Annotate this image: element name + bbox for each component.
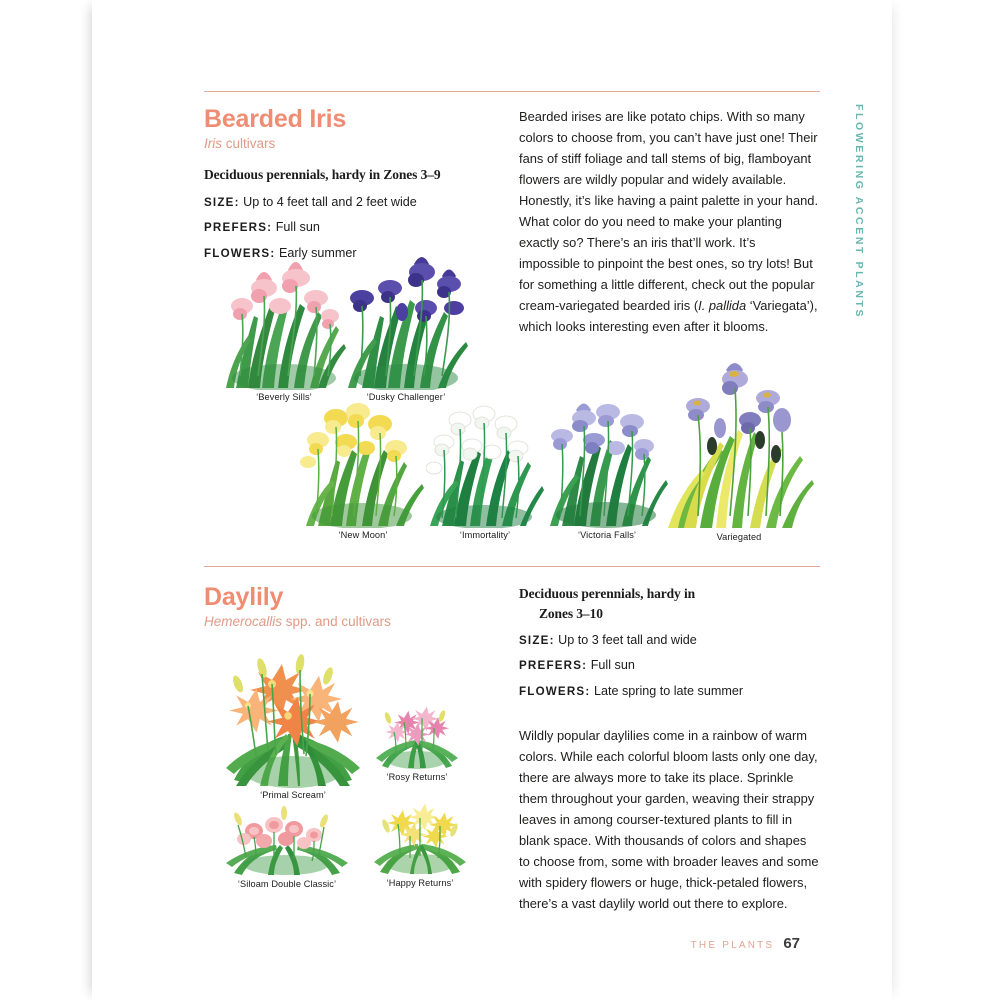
- daylily-latin-name: [204, 614, 499, 630]
- running-head-tab: [846, 104, 872, 344]
- section-divider-rule: [204, 566, 820, 567]
- daylily-illustration: [224, 805, 350, 877]
- iris-spec-prefers: [204, 219, 499, 235]
- daylily-body-text: Wildly popular daylilies come in a rainbow of warm colors. While each colorful bloom lasts only one day, there are always more to take its place. Sprinkle them throughout your garden, weaving their strappy leaves in among courser-textured plants to fill in blank space. With thousands of colors and shapes to choose from, some with broader leaves and some with spidery flowers or huge, thick-petaled flowers, there’s a vast daylily world out there to explore.: [519, 728, 819, 912]
- daylily-latin-genus: Hemerocallis: [204, 614, 283, 630]
- daylily-spec-prefers: [519, 657, 819, 673]
- iris-hardiness: Deciduous perennials, hardy in Zones 3–9: [204, 167, 441, 183]
- daylily-spec-size-value: Up to 3 feet tall and wide: [558, 633, 697, 648]
- daylily-spec-prefers-key: PREFERS:: [519, 659, 588, 673]
- iris-illustration: [664, 358, 814, 530]
- page-title: Bearded Iris: [204, 105, 347, 133]
- page-content: [204, 0, 820, 1000]
- iris-spec-flowers-key: FLOWERS:: [204, 246, 276, 260]
- daylily-hardiness-line1: Deciduous perennials, hardy in: [519, 586, 696, 601]
- iris-latin-genus: Iris: [204, 136, 222, 152]
- daylily-spec-flowers-value: Late spring to late summer: [593, 683, 744, 698]
- daylily-spec-flowers-key: FLOWERS:: [519, 684, 591, 698]
- daylily-hardiness-line2: Zones 3–10: [539, 605, 603, 621]
- figure-primal-scream: [222, 650, 364, 802]
- figure-caption: ‘Primal Scream’: [260, 790, 326, 800]
- iris-illustration: [300, 396, 426, 528]
- daylily-illustration: [222, 650, 364, 788]
- figure-victoria-falls: [546, 392, 668, 542]
- figure-rosy-returns: [374, 700, 460, 784]
- daylily-spec-size-key: SIZE:: [519, 634, 555, 648]
- page-number: 67: [783, 935, 800, 952]
- daylily-illustration: [374, 700, 460, 770]
- figure-caption: ‘Happy Returns’: [386, 878, 454, 888]
- figure-happy-returns: [372, 800, 468, 890]
- figure-caption: ‘Rosy Returns’: [386, 772, 448, 782]
- figure-new-moon: [300, 396, 426, 542]
- iris-illustration: [342, 250, 470, 390]
- figure-caption: ‘Victoria Falls’: [577, 530, 637, 540]
- daylily-spec-flowers: [519, 683, 819, 699]
- figure-caption: ‘Dusky Challenger’: [366, 392, 446, 402]
- iris-spec-size: [204, 194, 499, 210]
- iris-spec-prefers-key: PREFERS:: [204, 221, 273, 235]
- book-page: [92, 0, 892, 1000]
- figure-caption: Variegated: [716, 532, 762, 542]
- figure-caption: ‘Beverly Sills’: [256, 392, 312, 402]
- figure-caption: ‘Immortality’: [459, 530, 511, 540]
- iris-body-part-2: ‘Variegata’), which looks interesting even after it blooms.: [519, 298, 818, 335]
- iris-spec-flowers-value: Early summer: [278, 245, 357, 260]
- figure-caption: ‘Siloam Double Classic’: [237, 879, 337, 889]
- iris-spec-prefers-value: Full sun: [275, 220, 320, 235]
- figure-beverly-sills: [218, 250, 350, 404]
- iris-body-column: [519, 106, 819, 337]
- figure-immortality: [426, 400, 544, 542]
- iris-illustration: [426, 400, 544, 528]
- daylily-spec-prefers-value: Full sun: [590, 658, 635, 673]
- iris-body-latin: I. pallida: [698, 298, 747, 314]
- iris-latin-suffix: cultivars: [222, 136, 276, 152]
- page-footer: [691, 935, 800, 952]
- daylily-illustration: [372, 800, 468, 876]
- daylily-hardiness: [519, 584, 819, 623]
- daylily-latin-suffix: spp. and cultivars: [282, 614, 391, 630]
- daylily-spec-column: [519, 584, 819, 914]
- iris-spec-size-key: SIZE:: [204, 196, 240, 209]
- iris-illustration: [546, 392, 668, 528]
- running-head-label: FLOWERING ACCENT PLANTS: [853, 104, 865, 320]
- top-divider-rule: [204, 91, 820, 92]
- daylily-spec-size: [519, 632, 819, 648]
- figure-dusky-challenger: [342, 250, 470, 404]
- figure-variegated: [664, 358, 814, 544]
- footer-section-label: THE PLANTS: [690, 940, 775, 951]
- iris-body-text: [519, 106, 819, 337]
- iris-illustration: [218, 250, 350, 390]
- iris-spec-size-value: Up to 4 feet tall and 2 feet wide: [243, 195, 417, 209]
- iris-body-part-1: Bearded irises are like potato chips. With so many colors to choose from, you can’t have just one! Their fans of stiff foliage and tall stems of big, flamboyant flowers are wildly popular and widely available. Honestly, it’s like having a paint palette in your hand. What color do you need to make your planting exactly so? There’s an iris that’ll work. It’s impossible to pinpoint the best ones, so try lots! But for something a little different, check out the popular cream-variegated bearded iris (: [519, 109, 819, 314]
- iris-latin-name: [204, 136, 499, 152]
- figure-siloam-double-classic: [224, 805, 350, 891]
- daylily-title: Daylily: [204, 583, 284, 611]
- figure-caption: ‘New Moon’: [338, 530, 388, 540]
